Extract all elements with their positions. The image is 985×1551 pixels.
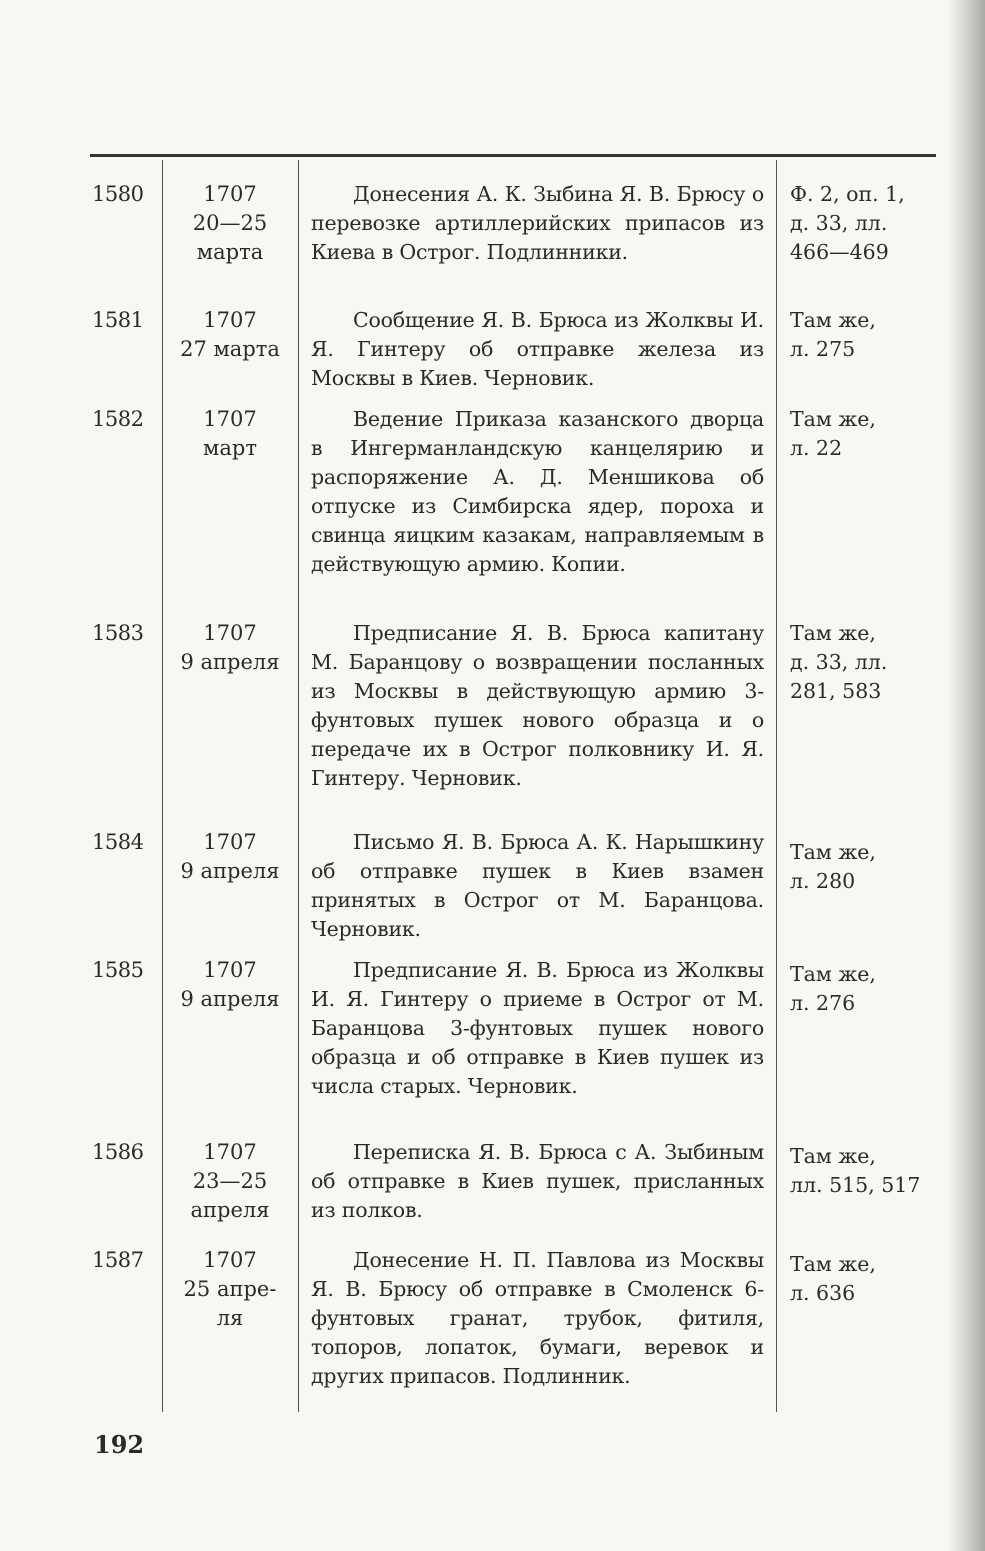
record-date: 1707 март [203, 407, 257, 460]
record-date: 1707 25 апре- ля [183, 1248, 277, 1330]
record-number: 1580 [92, 182, 144, 206]
record-number: 1582 [92, 407, 144, 431]
record-date: 1707 27 марта [180, 308, 280, 361]
record-date: 1707 9 апреля [180, 830, 280, 883]
archive-reference: Там же, л. 280 [790, 840, 876, 893]
record-description: Предписание Я. В. Брюса из Жолквы И. Я. Гинтеру о приеме в Острог от М. Баранцова 3-фунтовых пушек нового образца и об отправке в Киев пушек из числа старых. Черновик. [311, 958, 764, 1098]
archive-reference: Там же, лл. 515, 517 [790, 1144, 921, 1197]
column-divider [776, 160, 777, 1412]
record-number: 1581 [92, 308, 144, 332]
record-number: 1586 [92, 1140, 144, 1164]
archive-reference: Ф. 2, оп. 1, д. 33, лл. 466—469 [790, 182, 905, 264]
column-divider [162, 160, 163, 1412]
record-description: Донесения А. К. Зыбина Я. В. Брюсу о перевозке артиллерийских припасов из Киева в Острог. Подлинники. [311, 182, 764, 264]
record-date: 1707 9 апреля [180, 958, 280, 1011]
record-number: 1583 [92, 621, 144, 645]
record-date: 1707 23—25 апреля [190, 1140, 270, 1222]
record-description: Донесение Н. П. Павлова из Москвы Я. В. Брюсу об отправке в Смоленск 6-фунтовых гранат, трубок, фитиля, топоров, лопаток, бумаги, веревок и других припасов. Подлинник. [311, 1248, 764, 1388]
table-top-rule [90, 154, 936, 157]
record-date: 1707 20—25 марта [192, 182, 268, 264]
archive-reference: Там же, л. 636 [790, 1252, 876, 1305]
record-description: Письмо Я. В. Брюса А. К. Нарышкину об отправке пушек в Киев взамен принятых в Острог от М. Баранцова. Черновик. [311, 830, 764, 941]
record-date: 1707 9 апреля [180, 621, 280, 674]
archive-reference: Там же, л. 22 [790, 407, 876, 460]
record-description: Предписание Я. В. Брюса капитану М. Баранцову о возвращении посланных из Москвы в действующую армию 3-фунтовых пушек нового образца и о передаче их в Острог полковнику И. Я. Гинтеру. Черновик. [311, 621, 764, 790]
record-description: Переписка Я. В. Брюса с А. Зыбиным об отправке в Киев пушек, присланных из полков. [311, 1140, 764, 1222]
archive-reference: Там же, л. 275 [790, 308, 876, 361]
record-number: 1584 [92, 830, 144, 854]
record-number: 1585 [92, 958, 144, 982]
record-description: Сообщение Я. В. Брюса из Жолквы И. Я. Гинтеру об отправке железа из Москвы в Киев. Черновик. [311, 308, 764, 390]
record-description: Ведение Приказа казанского дворца в Ингерманландскую канцелярию и распоряжение А. Д. Меншикова об отпуске из Симбирска ядер, пороха и свинца яицким казакам, направляемым в действующую армию. Копии. [311, 407, 764, 576]
page-edge-shadow [947, 0, 985, 1551]
column-divider [298, 160, 299, 1412]
archive-reference: Там же, д. 33, лл. 281, 583 [790, 621, 888, 703]
archive-reference: Там же, л. 276 [790, 962, 876, 1015]
record-number: 1587 [92, 1248, 144, 1272]
page-number: 192 [94, 1430, 145, 1459]
